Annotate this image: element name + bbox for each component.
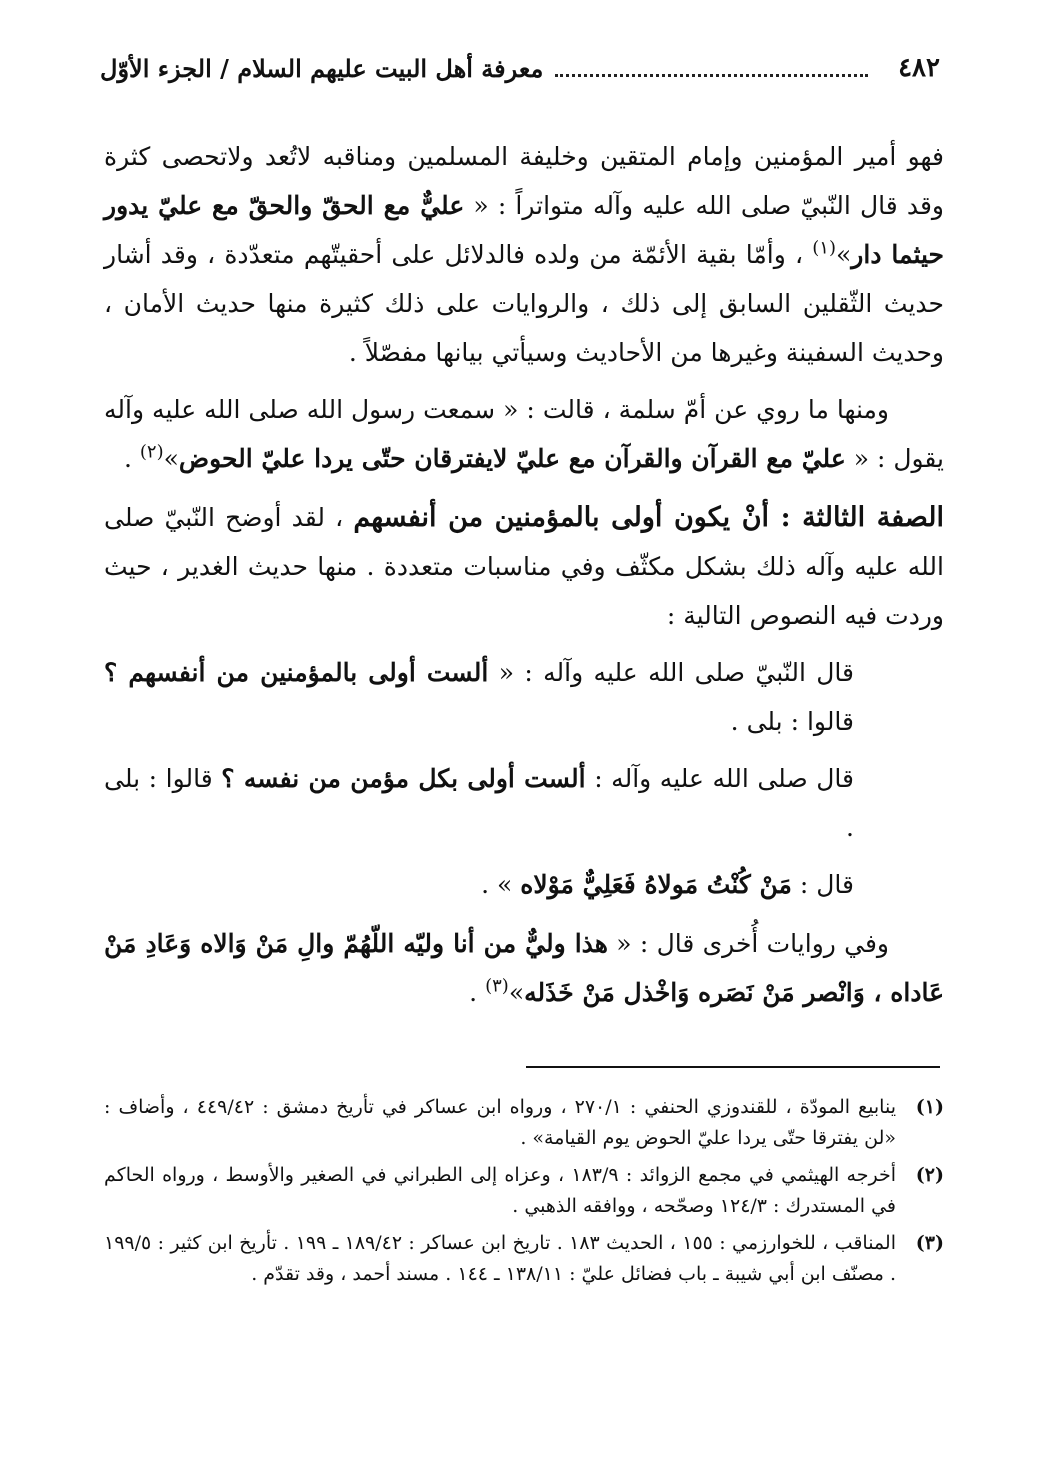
footnote-3	[104, 1228, 944, 1290]
hadith-quote: هذا وليٌّ من أنا وليّه اللّهُمّ والِ مَنْ وَالاه وَعَادِ مَنْ عَاداه ، وَانْصر مَنْ نَصَره وَاخْذل مَنْ خَذَله	[104, 929, 944, 1007]
page-header	[100, 48, 940, 88]
footnotes	[104, 1092, 944, 1296]
quote-line-3: قال : مَنْ كُنْتُ مَولاهُ فَعَلِيٌّ مَوْلاه » .	[481, 870, 854, 899]
main-text	[104, 132, 944, 1017]
section-heading: الصفة الثالثة : أنْ يكون أولى بالمؤمنين من أنفسهم	[353, 502, 944, 533]
footnote-number: (١)	[915, 1096, 944, 1118]
footnote-number: (٢)	[915, 1164, 944, 1186]
footnote-1	[104, 1092, 944, 1154]
footnote-number: (٣)	[915, 1232, 944, 1254]
quote-line-1: قال النّبيّ صلى الله عليه وآله : « ألست أولى بالمؤمنين من أنفسهم ؟ قالوا : بلى .	[104, 658, 854, 736]
footnote-text: أخرجه الهيثمي في مجمع الزوائد : ١٨٣/٩ ، وعزاه إلى الطبراني في الصغير والأوسط ، ورواه الحاكم في المستدرك : ١٢٤/٣ وصحّحه ، ووافقه الذهبي .	[104, 1164, 897, 1217]
quote-line-2: قال صلى الله عليه وآله : ألست أولى بكل مؤمن من نفسه ؟ قالوا : بلى .	[104, 764, 854, 842]
paragraph-4: وفي روايات أُخرى قال : « هذا وليٌّ من أنا وليّه اللّهُمّ والِ مَنْ وَالاه وَعَادِ مَنْ عَاداه ، وَانْصر مَنْ نَصَره وَاخْذل مَنْ خَذَله»$^{(٣)}$ .	[104, 929, 944, 1007]
footnote-ref-1[interactable]: (١)	[812, 237, 836, 259]
footnote-text: ينابيع المودّة ، للقندوزي الحنفي : ٢٧٠/١ ، ورواه ابن عساكر في تأريخ دمشق : ٤٤٩/٤٢ ، وأضاف : «لن يفترقا حتّى يردا عليّ الحوض يوم القيامة» .	[104, 1096, 896, 1149]
page-number: ٤٨٢	[898, 53, 940, 83]
running-title: معرفة أهل البيت عليهم السلام / الجزء الأوّل	[100, 53, 544, 83]
header-dot-leader	[555, 60, 868, 77]
paragraph-3: الصفة الثالثة : أنْ يكون أولى بالمؤمنين من أنفسهم ، لقد أوضح النّبيّ صلى الله عليه وآله ذلك بشكل مكثّف وفي مناسبات متعددة . منها حديث الغدير ، حيث وردت فيه النصوص التالية :	[104, 502, 944, 630]
hadith-quote: عليّ مع القرآن والقرآن مع عليّ لايفترقان حتّى يردا عليّ الحوض	[178, 444, 846, 473]
paragraph-2: ومنها ما روي عن أمّ سلمة ، قالت : « سمعت رسول الله صلى الله عليه وآله يقول : « عليّ مع القرآن والقرآن مع عليّ لايفترقان حتّى يردا عليّ الحوض»$^{(٢)}$ .	[104, 395, 944, 473]
paragraph-1: فهو أمير المؤمنين وإمام المتقين وخليفة المسلمين ومناقبه لاتُعد ولاتحصى كثرة وقد قال النّبيّ صلى الله عليه وآله متواتراً : « عليٌّ مع الحقّ والحقّ مع عليّ يدور حيثما دار»$^{(١)}$ ، وأمّا بقية الأئمّة من ولده فالدلائل على أحقيتّهم متعدّدة ، وقد أشار حديث الثّقلين السابق إلى ذلك ، والروايات على ذلك كثيرة منها حديث الأمان ، وحديث السفينة وغيرها من الأحاديث وسيأتي بيانها مفصّلاً .	[104, 142, 944, 367]
footnote-ref-3[interactable]: (٣)	[485, 975, 509, 997]
footnote-text: المناقب ، للخوارزمي : ١٥٥ ، الحديث ١٨٣ . تاريخ ابن عساكر : ١٨٩/٤٢ ـ ١٩٩ . تأريخ ابن كثير : ١٩٩/٥ . مصنّف ابن أبي شيبة ـ باب فضائل عليّ : ١٣٨/١١ ـ ١٤٤ . مسند أحمد ، وقد تقدّم .	[104, 1232, 896, 1285]
footnote-ref-2[interactable]: (٢)	[139, 441, 164, 463]
hadith-quote: عليٌّ مع الحقّ والحقّ مع عليّ يدور حيثما دار	[104, 191, 944, 269]
footnote-separator	[526, 1066, 940, 1068]
footnote-2	[104, 1160, 944, 1222]
